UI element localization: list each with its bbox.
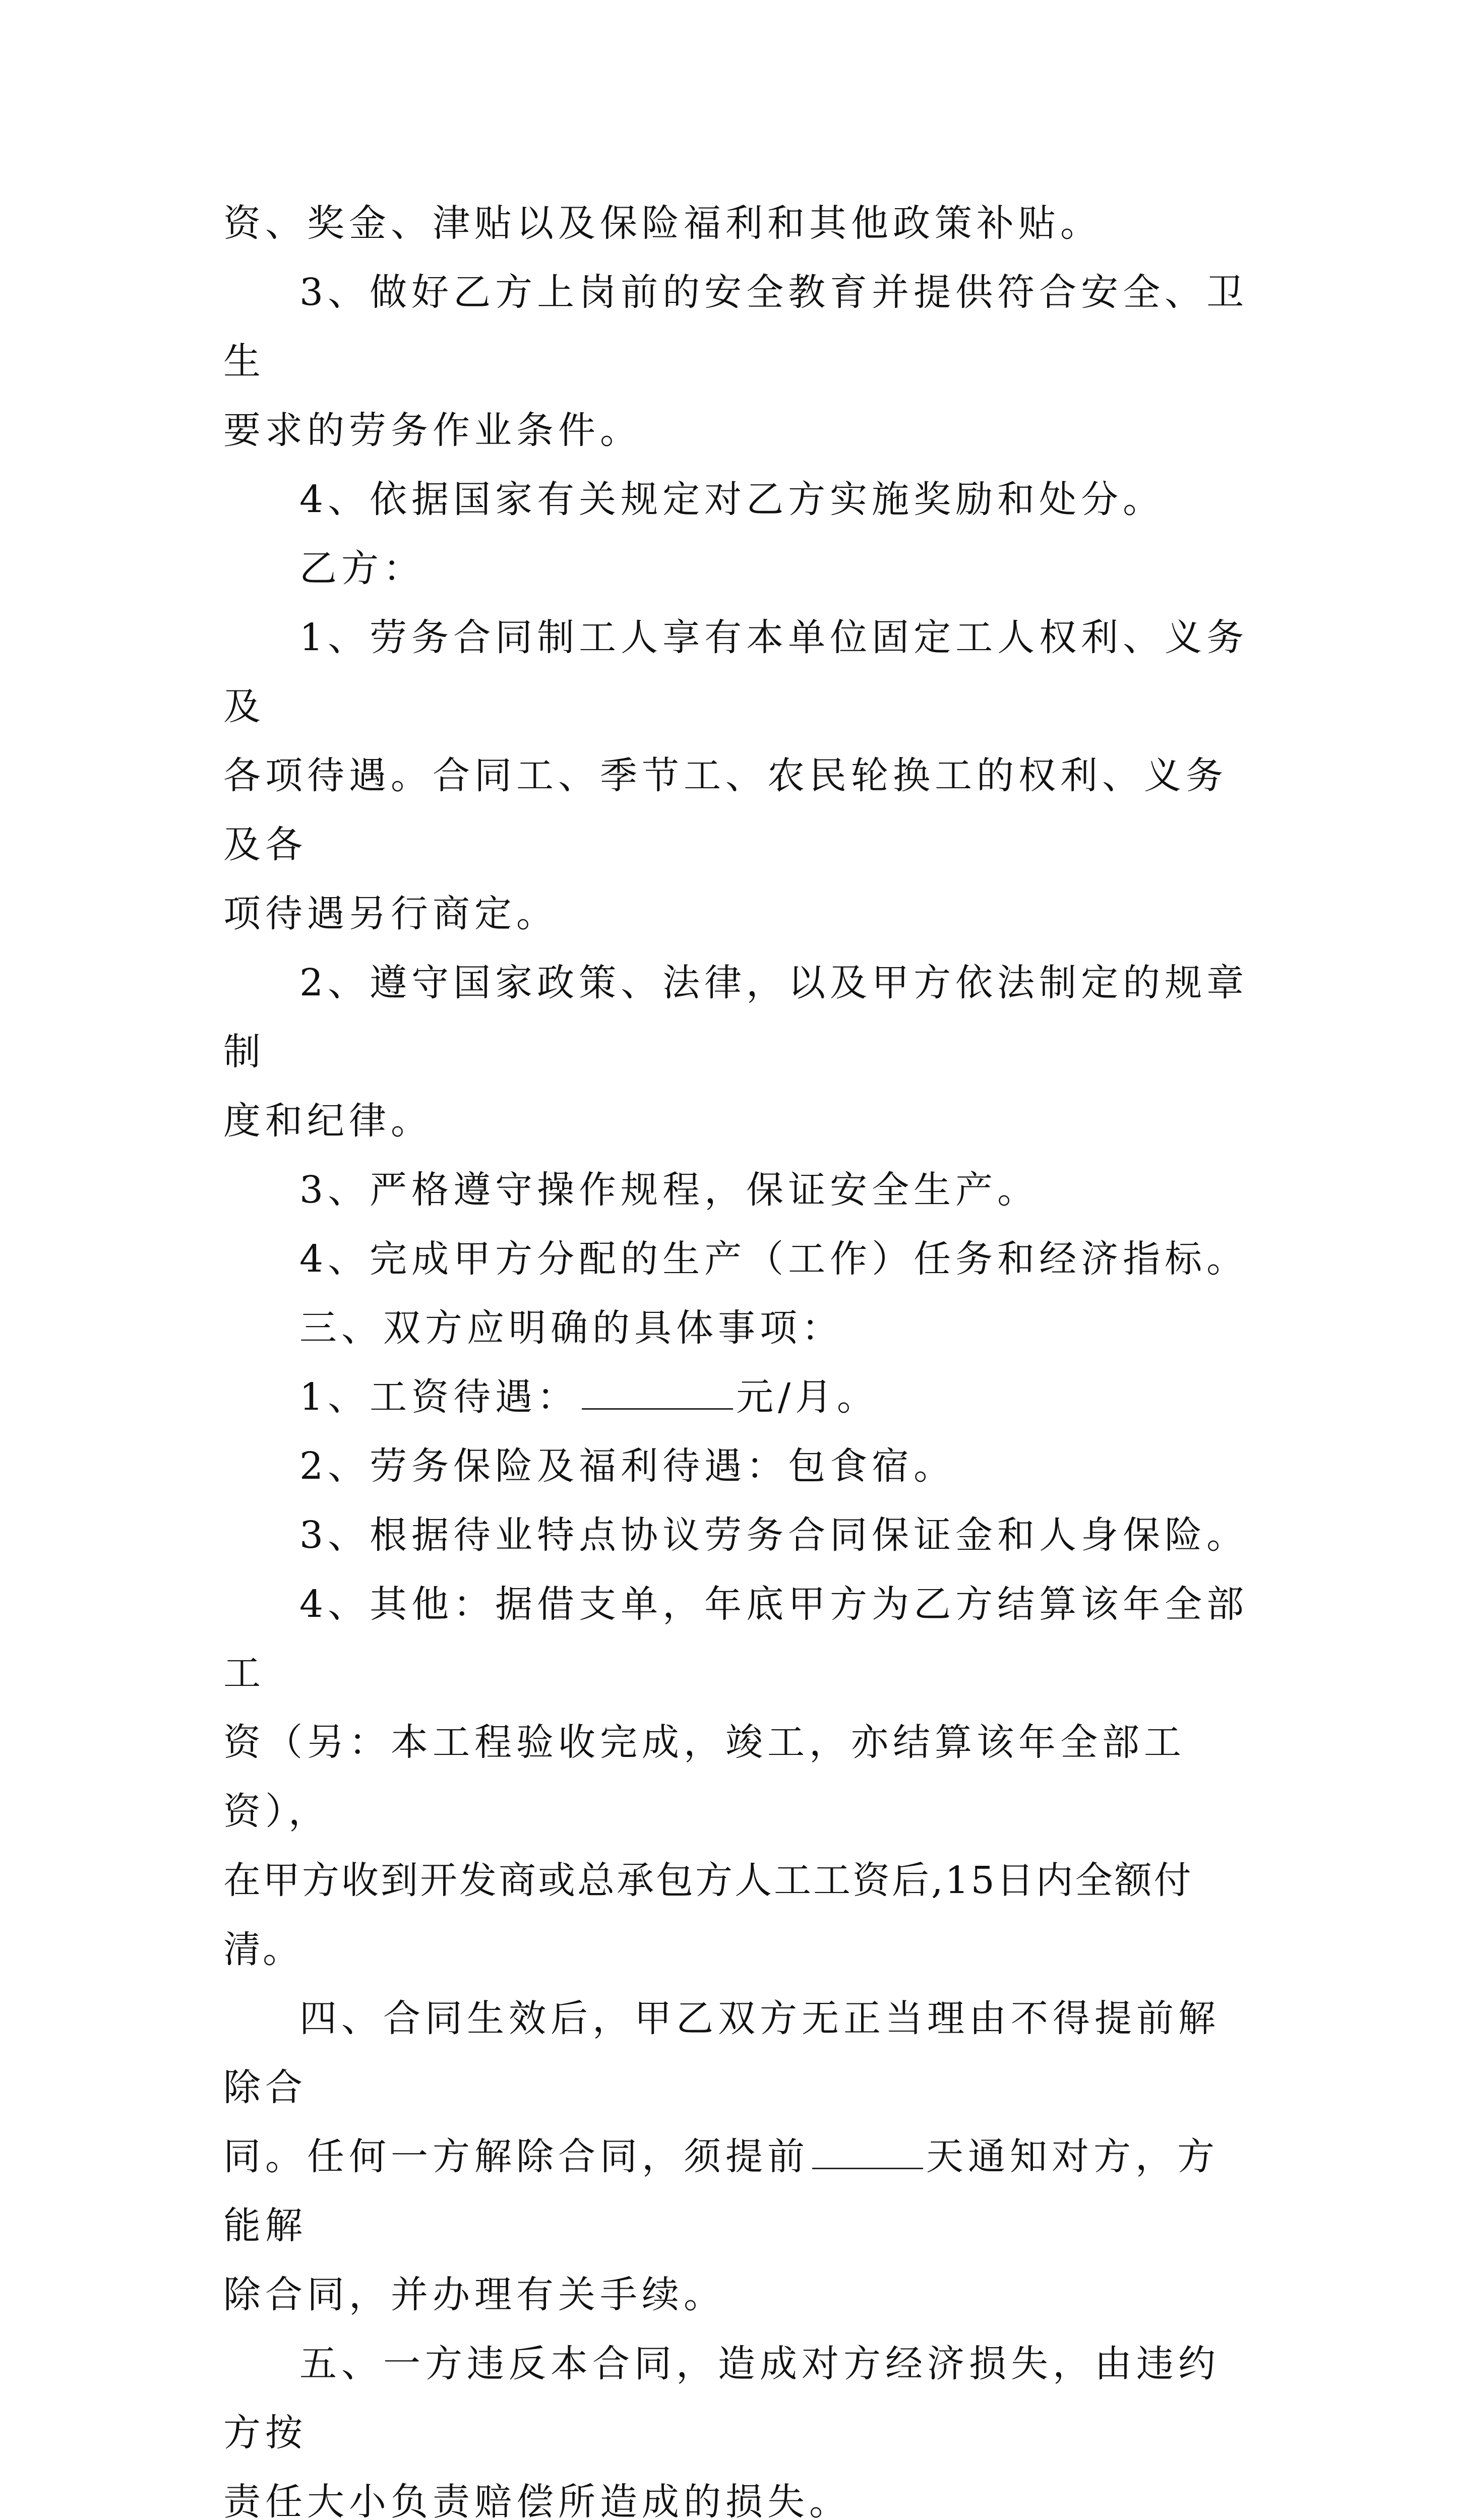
text-line: 4、其他：据借支单，年底甲方为乙方结算该年全部工: [223, 1583, 1249, 1695]
text-line: 3、根据待业特点协议劳务合同保证金和人身保险。: [299, 1514, 1249, 1557]
text-line: 在甲方收到开发商或总承包方人工工资后,15日内全额付清。: [223, 1859, 1193, 1971]
text-line: 责任大小负责赔偿所造成的损失。: [223, 2480, 851, 2520]
text-line: 2、劳务保险及福利待遇：包食宿。: [299, 1444, 956, 1488]
wage-amount-blank[interactable]: [582, 1376, 733, 1410]
text-line: 除合同，并办理有关手续。: [223, 2273, 725, 2316]
text-line: 资、奖金、津贴以及保险福利和其他政策补贴。: [223, 202, 1102, 245]
notice-line: [223, 2122, 1252, 2260]
notice-days-blank[interactable]: [812, 2135, 923, 2169]
text-line: 3、严格遵守操作规程，保证安全生产。: [299, 1168, 1040, 1212]
text-line: 各项待遇。合同工、季节工、农民轮换工的权利、义务及各: [223, 754, 1228, 866]
notice-label: 同。任何一方解除合同，须提前: [223, 2135, 809, 2178]
text-line: 项待遇另行商定。: [223, 892, 558, 935]
wage-line: [223, 1363, 1252, 1432]
section-heading: 五、一方违反本合同，造成对方经济损失，由违约方按: [223, 2342, 1220, 2454]
text-line: 2、遵守国家政策、法律，以及甲方依法制定的规章制: [223, 961, 1249, 1074]
wage-unit: 元/月。: [736, 1375, 879, 1419]
document-body: [223, 189, 1252, 2520]
text-line: 3、做好乙方上岗前的安全教育并提供符合安全、卫生: [223, 271, 1249, 383]
text-line: 要求的劳务作业条件。: [223, 409, 642, 452]
notice-suffix: 天通知对方，方能解: [223, 2135, 1219, 2247]
text-line: 资（另：本工程验收完成，竣工，亦结算该年全部工资），: [223, 1721, 1186, 1833]
wage-label: 1、工资待遇：: [299, 1375, 579, 1419]
section-label: 乙方：: [299, 547, 425, 590]
section-heading: 四、合同生效后，甲乙双方无正当理由不得提前解除合: [223, 1997, 1220, 2109]
text-line: 4、依据国家有关规定对乙方实施奖励和处分。: [299, 478, 1165, 521]
text-line: 1、劳务合同制工人享有本单位固定工人权利、义务及: [223, 616, 1249, 728]
text-line: 度和纪律。: [223, 1099, 433, 1143]
section-heading: 三、双方应明确的具体事项：: [299, 1306, 843, 1350]
text-line: 4、完成甲方分配的生产（工作）任务和经济指标。: [299, 1237, 1249, 1281]
